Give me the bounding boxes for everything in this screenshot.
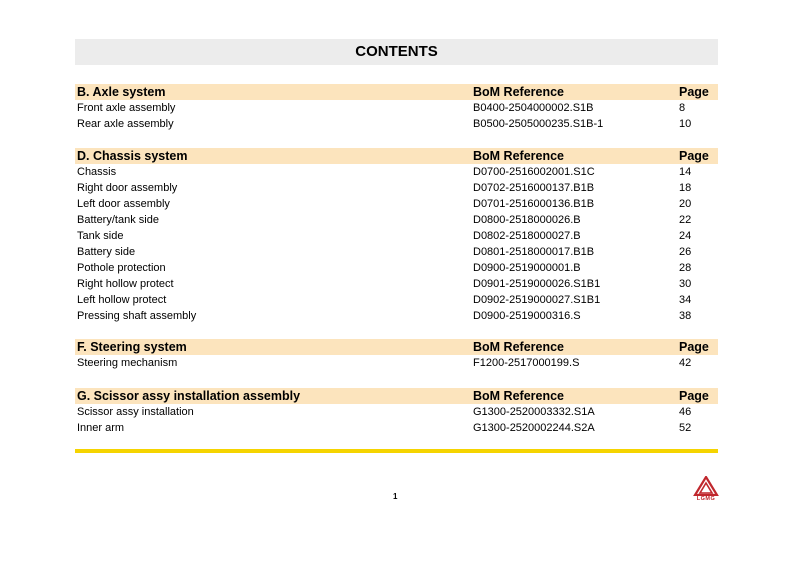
section-scissor-assy [75, 388, 718, 436]
table-row[interactable] [75, 420, 718, 436]
item-reference: D0701-2516000136.B1B [473, 198, 595, 210]
table-row[interactable] [75, 212, 718, 228]
bom-reference-header: BoM Reference [473, 85, 564, 99]
page-header: Page [679, 85, 709, 99]
section-header [75, 148, 718, 164]
item-page: 20 [679, 198, 692, 210]
table-row[interactable] [75, 180, 718, 196]
item-name: Left door assembly [77, 198, 170, 210]
section-heading: B. Axle system [77, 85, 166, 99]
item-name: Right hollow protect [77, 278, 174, 290]
item-name: Pothole protection [77, 262, 166, 274]
item-reference: D0800-2518000026.B [473, 214, 581, 226]
bom-reference-header: BoM Reference [473, 149, 564, 163]
section-header [75, 84, 718, 100]
item-reference: D0801-2518000017.B1B [473, 246, 595, 258]
page-number: 1 [393, 492, 398, 501]
table-row[interactable] [75, 355, 718, 371]
item-name: Battery/tank side [77, 214, 159, 226]
item-name: Front axle assembly [77, 102, 176, 114]
lgmg-logo [693, 476, 719, 504]
item-name: Battery side [77, 246, 136, 258]
item-page: 46 [679, 406, 692, 418]
item-reference: D0902-2519000027.S1B1 [473, 294, 601, 306]
table-row[interactable] [75, 100, 718, 116]
page-header: Page [679, 149, 709, 163]
item-name: Steering mechanism [77, 357, 178, 369]
item-reference: D0901-2519000026.S1B1 [473, 278, 601, 290]
table-row[interactable] [75, 244, 718, 260]
section-axle-system [75, 84, 718, 132]
table-row[interactable] [75, 164, 718, 180]
item-page: 38 [679, 310, 692, 322]
item-page: 26 [679, 246, 692, 258]
item-page: 24 [679, 230, 692, 242]
bom-reference-header: BoM Reference [473, 389, 564, 403]
item-name: Right door assembly [77, 182, 178, 194]
item-name: Tank side [77, 230, 124, 242]
page-header: Page [679, 389, 709, 403]
item-page: 28 [679, 262, 692, 274]
item-reference: D0900-2519000001.B [473, 262, 581, 274]
table-row[interactable] [75, 116, 718, 132]
item-reference: D0802-2518000027.B [473, 230, 581, 242]
item-page: 52 [679, 422, 692, 434]
section-steering-system [75, 339, 718, 371]
lgmg-logo-icon [693, 476, 719, 496]
section-header [75, 339, 718, 355]
section-header [75, 388, 718, 404]
logo-text: LGMG [696, 496, 716, 502]
item-reference: D0702-2516000137.B1B [473, 182, 595, 194]
item-page: 18 [679, 182, 692, 194]
item-reference: F1200-2517000199.S [473, 357, 580, 369]
item-reference: G1300-2520003332.S1A [473, 406, 595, 418]
table-row[interactable] [75, 308, 718, 324]
item-page: 42 [679, 357, 692, 369]
section-heading: D. Chassis system [77, 149, 188, 163]
page-title: CONTENTS [75, 39, 718, 65]
table-row[interactable] [75, 292, 718, 308]
item-page: 30 [679, 278, 692, 290]
section-chassis-system [75, 148, 718, 324]
item-name: Inner arm [77, 422, 125, 434]
item-page: 22 [679, 214, 692, 226]
bom-reference-header: BoM Reference [473, 340, 564, 354]
item-name: Scissor assy installation [77, 406, 194, 418]
item-reference: D0700-2516002001.S1C [473, 166, 595, 178]
item-name: Pressing shaft assembly [77, 310, 197, 322]
page-header: Page [679, 340, 709, 354]
section-heading: F. Steering system [77, 340, 187, 354]
item-page: 10 [679, 118, 692, 130]
item-page: 8 [679, 102, 686, 114]
item-page: 34 [679, 294, 692, 306]
table-row[interactable] [75, 404, 718, 420]
item-name: Left hollow protect [77, 294, 167, 306]
item-reference: B0500-2505000235.S1B-1 [473, 118, 604, 130]
item-reference: G1300-2520002244.S2A [473, 422, 595, 434]
table-row[interactable] [75, 196, 718, 212]
table-row[interactable] [75, 276, 718, 292]
item-reference: D0900-2519000316.S [473, 310, 581, 322]
table-row[interactable] [75, 260, 718, 276]
item-name: Rear axle assembly [77, 118, 174, 130]
section-heading: G. Scissor assy installation assembly [77, 389, 301, 403]
table-row[interactable] [75, 228, 718, 244]
item-name: Chassis [77, 166, 117, 178]
item-reference: B0400-2504000002.S1B [473, 102, 594, 114]
footer-divider [75, 449, 718, 453]
item-page: 14 [679, 166, 692, 178]
